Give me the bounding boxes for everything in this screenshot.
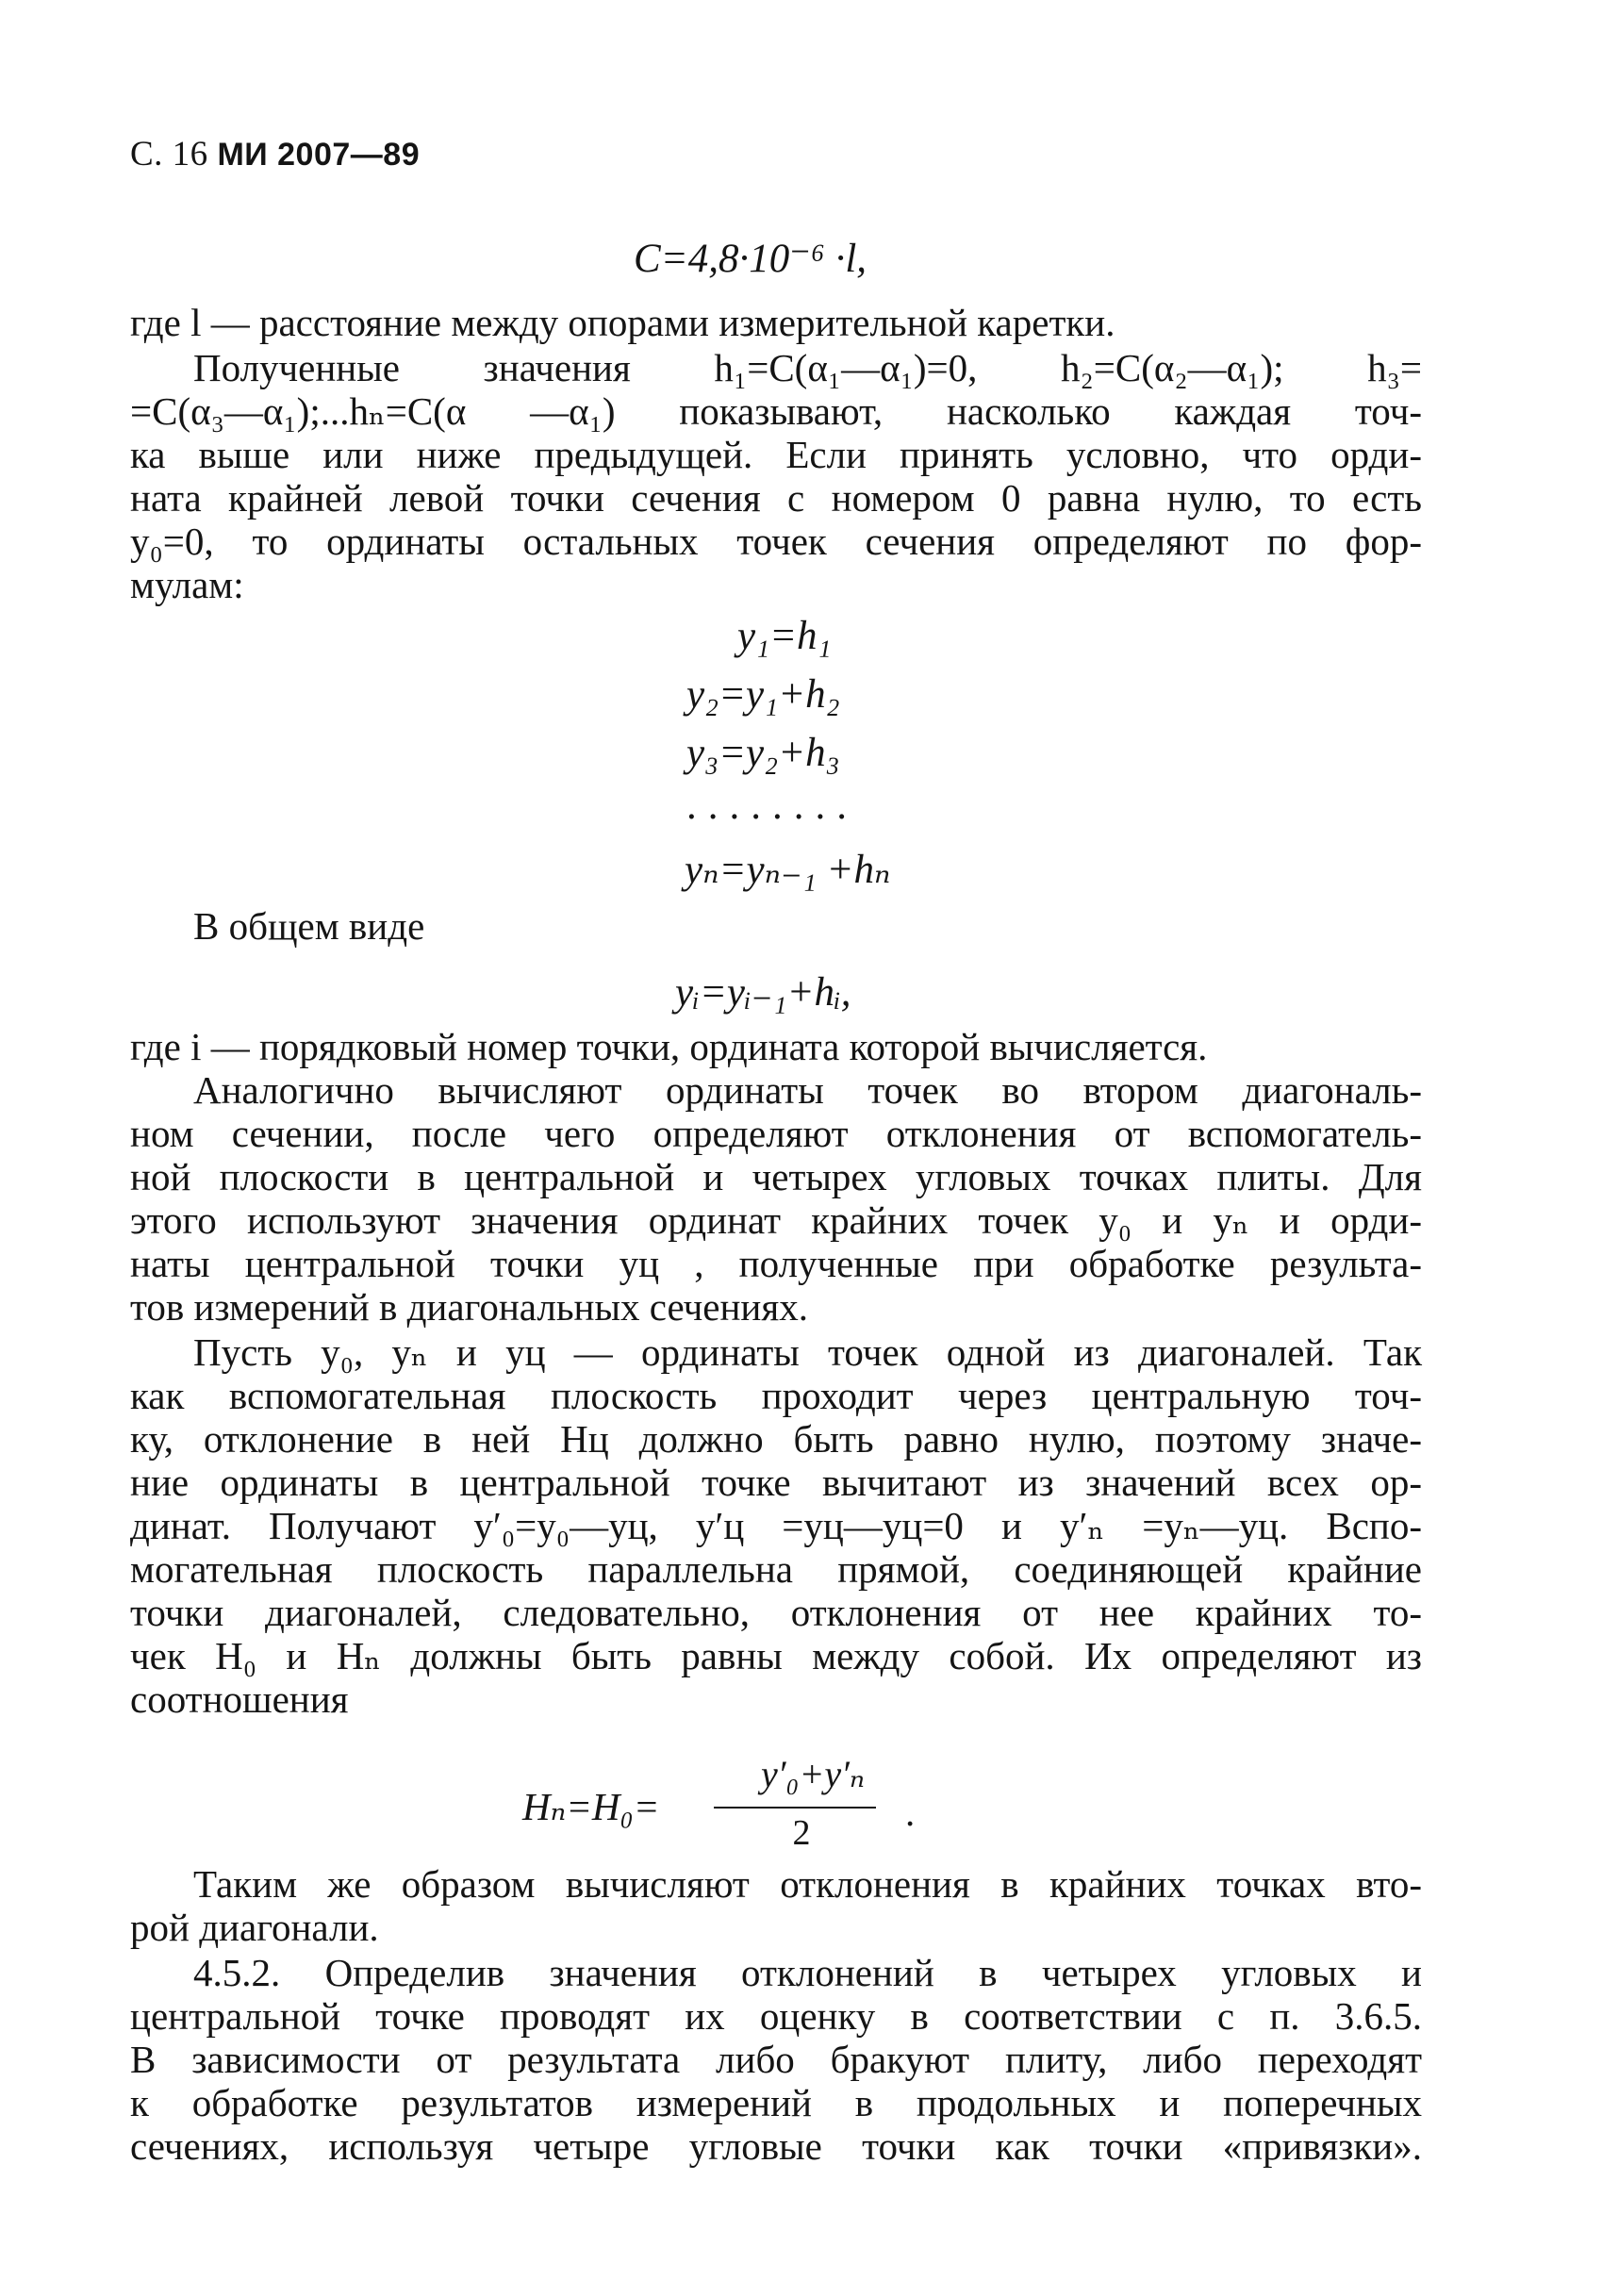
text-line: чек H₀ и Hₙ должны быть равны между собой. Их определяют из (130, 1634, 1422, 1677)
document-code: МИ 2007—89 (217, 137, 421, 173)
formula-yi: yᵢ=yᵢ₋₁+hᵢ, (675, 970, 851, 1015)
text-line: к обработке результатов измерений в продольных и поперечных (130, 2081, 1422, 2124)
text-line: В общем виде (193, 904, 425, 948)
formula-hn-denominator: 2 (792, 1813, 811, 1853)
formula-hn-end: . (905, 1791, 916, 1834)
text-line: ку, отклонение в ней Hц должно быть равно нулю, поэтому значе- (130, 1417, 1422, 1461)
text-line: центральной точке проводят их оценку в соответствии с п. 3.6.5. (130, 1994, 1422, 2038)
page-number: С. 16 (130, 135, 208, 173)
text-line: соотношения (130, 1677, 349, 1721)
text-line: Таким же образом вычисляют отклонения в крайних точках вто- (193, 1862, 1422, 1906)
text-line: =C(α₃—α₁);...hₙ=C(α —α₁) показывают, насколько каждая точ- (130, 389, 1422, 433)
text-line: ном сечении, после чего определяют отклонения от вспомогатель- (130, 1112, 1422, 1155)
formula-yn: yₙ=yₙ₋₁ +hₙ (685, 848, 891, 892)
text-line: как вспомогательная плоскость проходит через центральную точ- (130, 1374, 1422, 1417)
text-line: тов измерений в диагональных сечениях. (130, 1285, 808, 1329)
formula-hn-lhs: Hₙ=H₀= (522, 1785, 660, 1828)
text-line: могательная плоскость параллельна прямой, соединяющей крайние (130, 1547, 1422, 1591)
text-line: точки диагоналей, следовательно, отклонения от нее крайних то- (130, 1591, 1422, 1634)
text-line: мулам: (130, 563, 244, 606)
formula-c: C=4,8·10⁻⁶ ·l, (634, 237, 867, 281)
text-line: Полученные значения h₁=C(α₁—α₁)=0, h₂=C(α₂—α₁); h₃= (193, 346, 1422, 389)
text-line: сечениях, используя четыре угловые точки как точки «привязки». (130, 2124, 1422, 2168)
text-line: динат. Получают y′₀=y₀—yц, y′ц =yц—yц=0 и y′ₙ =yₙ—yц. Вспо- (130, 1504, 1422, 1547)
formula-y1: y₁=h₁ (737, 614, 832, 658)
text-line: где l — расстояние между опорами измерительной каретки. (130, 301, 1115, 344)
text-line: рой диагонали. (130, 1906, 379, 1949)
formula-y3: y₃=y₂+h₃ (686, 731, 840, 775)
text-line: ние ординаты в центральной точке вычитают из значений всех ор- (130, 1461, 1422, 1504)
text-line: где i — порядковый номер точки, ордината которой вычисляется. (130, 1025, 1208, 1068)
text-line: Пусть y₀, yₙ и yц — ординаты точек одной из диагоналей. Так (193, 1330, 1422, 1374)
text-line: наты центральной точки yц , полученные при обработке результа- (130, 1242, 1422, 1285)
formula-dots: ........ (686, 784, 858, 828)
fraction-bar (714, 1807, 876, 1809)
text-line: В зависимости от результата либо бракуют плиту, либо переходят (130, 2038, 1422, 2081)
text-line: y₀=0, то ординаты остальных точек сечения определяют по фор- (130, 520, 1422, 563)
page-header (130, 134, 420, 174)
formula-hn-numerator: y′₀+y′ₙ (760, 1753, 866, 1795)
text-line: этого используют значения ординат крайних точек y₀ и yₙ и орди- (130, 1198, 1422, 1242)
text-line: ной плоскости в центральной и четырех угловых точках плиты. Для (130, 1155, 1422, 1198)
text-line: 4.5.2. Определив значения отклонений в четырех угловых и (193, 1951, 1422, 1994)
text-line: ка выше или ниже предыдущей. Если принять условно, что орди- (130, 433, 1422, 476)
formula-y2: y₂=y₁+h₂ (686, 672, 840, 717)
text-line: ната крайней левой точки сечения с номером 0 равна нулю, то есть (130, 476, 1422, 520)
text-line: Аналогично вычисляют ординаты точек во втором диагональ- (193, 1068, 1422, 1112)
